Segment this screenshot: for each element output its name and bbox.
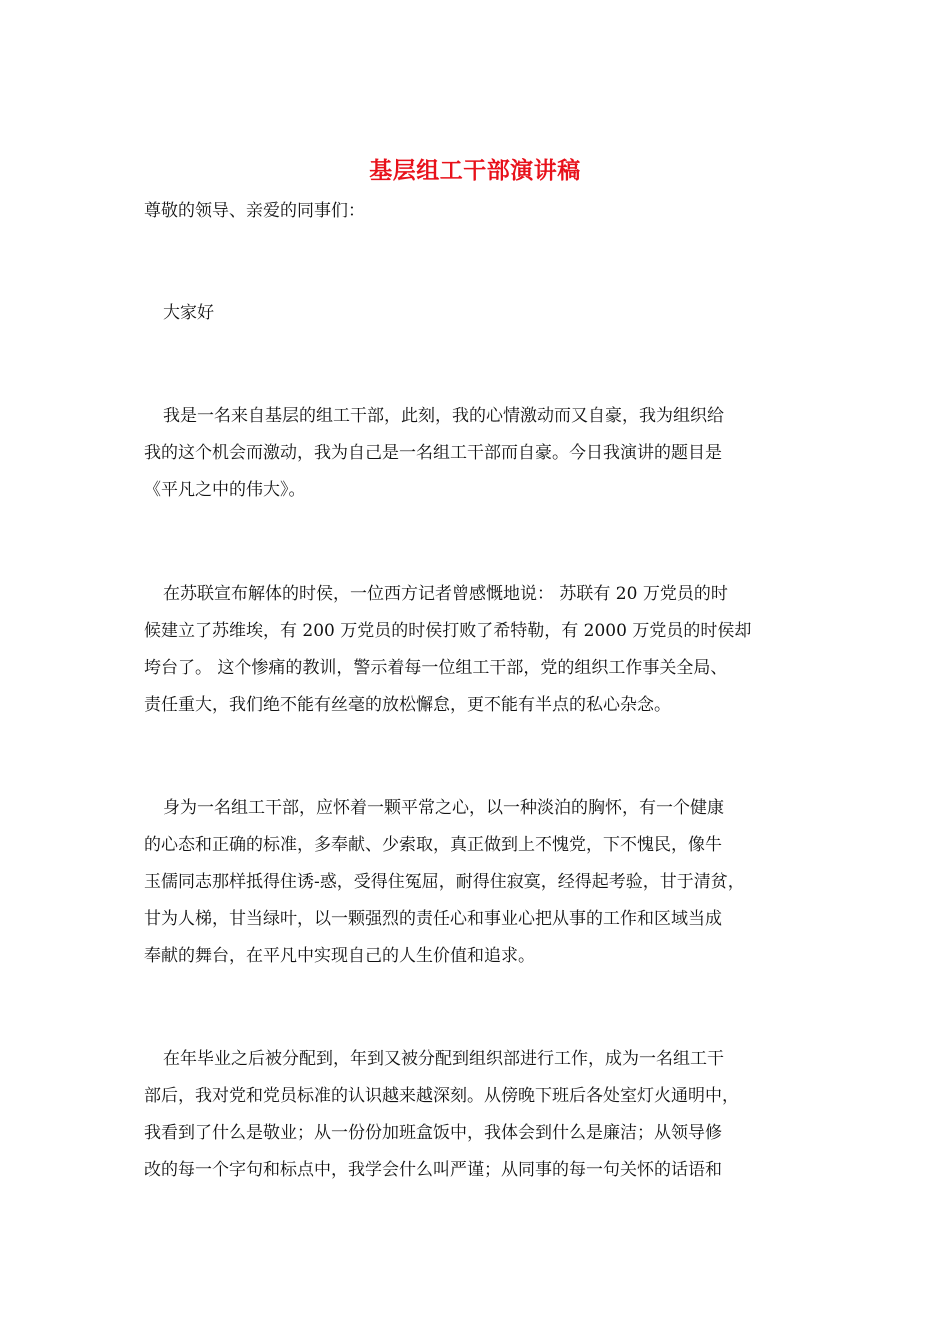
paragraph-line: 垮台了。 这个惨痛的教训，警示着每一位组工干部，党的组织工作事关全局、 bbox=[144, 658, 728, 678]
paragraph-line: 身为一名组工干部，应怀着一颗平常之心，以一种淡泊的胸怀，有一个健康 bbox=[163, 798, 724, 818]
paragraph-line: 奉献的舞台，在平凡中实现自己的人生价值和追求。 bbox=[144, 946, 535, 966]
paragraph-line: 在苏联宣布解体的时侯，一位西方记者曾感慨地说： 苏联有 20 万党员的时 bbox=[163, 584, 728, 604]
paragraph-line: 部后，我对党和党员标准的认识越来越深刻。从傍晚下班后各处室灯火通明中， bbox=[144, 1086, 739, 1106]
document-title: 基层组工干部演讲稿 bbox=[369, 157, 581, 184]
paragraph-line: 玉儒同志那样抵得住诱-惑，受得住冤屈，耐得住寂寞，经得起考验，甘于清贫， bbox=[144, 872, 745, 892]
paragraph-line: 改的每一个字句和标点中，我学会什么叫严谨；从同事的每一句关怀的话语和 bbox=[144, 1160, 722, 1180]
paragraph-line: 责任重大，我们绝不能有丝毫的放松懈怠，更不能有半点的私心杂念。 bbox=[144, 695, 671, 715]
salutation: 尊敬的领导、亲爱的同事们： bbox=[144, 201, 365, 221]
paragraph-line: 甘为人梯，甘当绿叶，以一颗强烈的责任心和事业心把从事的工作和区域当成 bbox=[144, 909, 722, 929]
paragraph-line: 我看到了什么是敬业；从一份份加班盒饭中，我体会到什么是廉洁；从领导修 bbox=[144, 1123, 722, 1143]
paragraph-line: 我的这个机会而激动，我为自己是一名组工干部而自豪。今日我演讲的题目是 bbox=[144, 443, 722, 463]
greeting: 大家好 bbox=[163, 303, 214, 323]
paragraph-line: 在年毕业之后被分配到，年到又被分配到组织部进行工作，成为一名组工干 bbox=[163, 1049, 724, 1069]
paragraph-line: 我是一名来自基层的组工干部，此刻，我的心情激动而又自豪，我为组织给 bbox=[163, 406, 724, 426]
paragraph-line: 的心态和正确的标准，多奉献、少索取，真正做到上不愧党，下不愧民，像牛 bbox=[144, 835, 722, 855]
paragraph-line: 候建立了苏维埃，有 200 万党员的时侯打败了希特勒，有 2000 万党员的时侯却 bbox=[144, 621, 752, 641]
paragraph-line: 《平凡之中的伟大》。 bbox=[144, 480, 306, 500]
